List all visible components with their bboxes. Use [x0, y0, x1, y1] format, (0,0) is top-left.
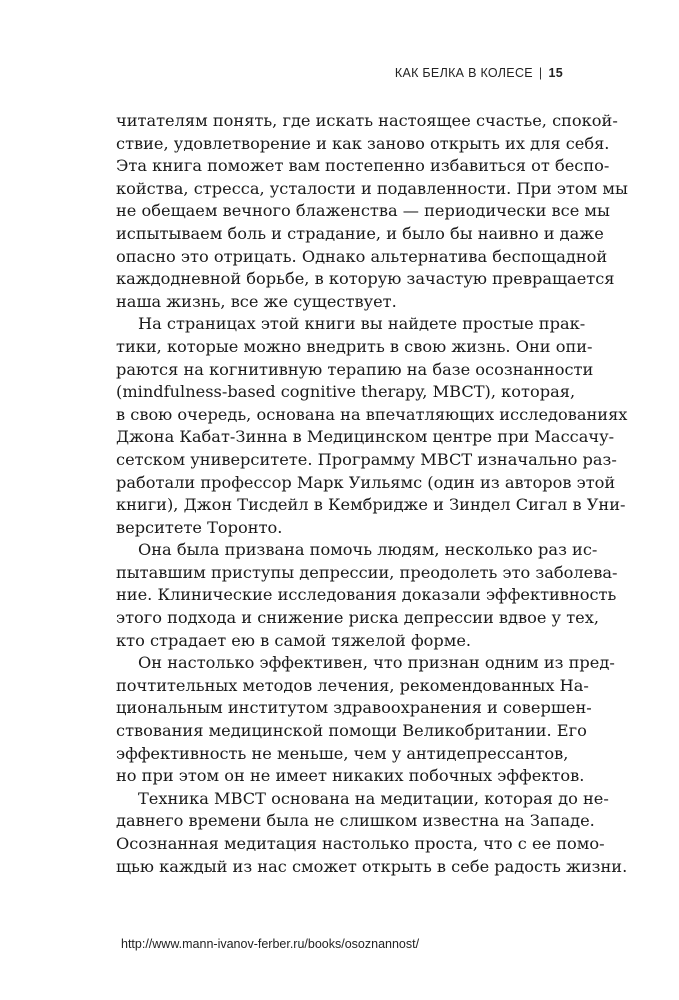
- text-line: Она была призвана помочь людям, несколько раз ис-: [138, 540, 598, 560]
- text-line: пытавшим приступы депрессии, преодолеть это заболева-: [116, 562, 618, 582]
- text-line: давнего времени была не слишком известна на Западе.: [116, 811, 595, 831]
- text-line: читателям понять, где искать настоящее счастье, спокой-: [116, 111, 618, 130]
- chapter-title: КАК БЕЛКА В КОЛЕСЕ: [394, 66, 533, 80]
- text-line: эффективность не меньше, чем у антидепрессантов,: [116, 743, 569, 763]
- text-line: каждодневной борьбе, в которую зачастую превращается: [116, 269, 615, 289]
- text-line: книги), Джон Тисдейл в Кембридже и Зиндел Сигал в Уни-: [116, 495, 626, 515]
- text-line: этого подхода и снижение риска депрессии вдвое у тех,: [116, 608, 600, 628]
- text-line: почтительных методов лечения, рекомендованных На-: [116, 675, 589, 695]
- text-line: Джона Кабат-Зинна в Медицинском центре при Массачу-: [116, 427, 615, 447]
- text-line: наша жизнь, все же существует.: [116, 291, 397, 311]
- text-line: работали профессор Марк Уильямс (один из авторов этой: [116, 472, 616, 492]
- text-line: тики, которые можно внедрить в свою жизнь. Они опи-: [116, 336, 593, 356]
- text-line: Осознанная медитация настолько проста, что с ее помо-: [116, 834, 605, 853]
- text-line: в свою очередь, основана на впечатляющих исследованиях: [116, 404, 628, 424]
- text-line: опасно это отрицать. Однако альтернатива беспощадной: [116, 246, 608, 266]
- text-line: ствие, удовлетворение и как заново открыть их для себя.: [116, 133, 610, 153]
- text-line: ние. Клинические исследования доказали эффективность: [116, 585, 617, 605]
- text-line: кто страдает ею в самой тяжелой форме.: [116, 630, 472, 650]
- text-line: сетском университете. Программу MBCT изначально раз-: [116, 449, 617, 469]
- text-line: Он настолько эффективен, что признан одним из пред-: [138, 653, 615, 673]
- page-number: 15: [548, 66, 563, 80]
- text-line: (mindfulness-based cognitive therapy, MBCT), которая,: [116, 382, 576, 402]
- text-line: ствования медицинской помощи Великобритании. Его: [116, 721, 587, 741]
- text-line: Техника MBCT основана на медитации, которая до не-: [138, 788, 609, 808]
- text-line: койства, стресса, усталости и подавленности. При этом мы: [116, 178, 628, 198]
- text-line: На страницах этой книги вы найдете простые прак-: [138, 314, 586, 334]
- text-line: щью каждый из нас сможет открыть в себе радость жизни.: [116, 856, 628, 876]
- text-line: верситете Торонто.: [116, 517, 283, 537]
- running-header: [395, 66, 563, 80]
- text-line: испытываем боль и страдание, и было бы наивно и даже: [116, 223, 604, 243]
- header-separator: |: [538, 66, 543, 80]
- text-line: но при этом он не имеет никаких побочных эффектов.: [116, 766, 585, 786]
- source-url: http://www.mann-ivanov-ferber.ru/books/osoznannost/: [121, 937, 420, 951]
- text-line: раются на когнитивную терапию на базе осознанности: [116, 359, 594, 379]
- text-line: циональным институтом здравоохранения и совершен-: [116, 698, 592, 718]
- text-line: Эта книга поможет вам постепенно избавиться от беспо-: [116, 156, 610, 176]
- body-text: [116, 110, 628, 878]
- text-line: не обещаем вечного блаженства — периодически все мы: [116, 201, 610, 221]
